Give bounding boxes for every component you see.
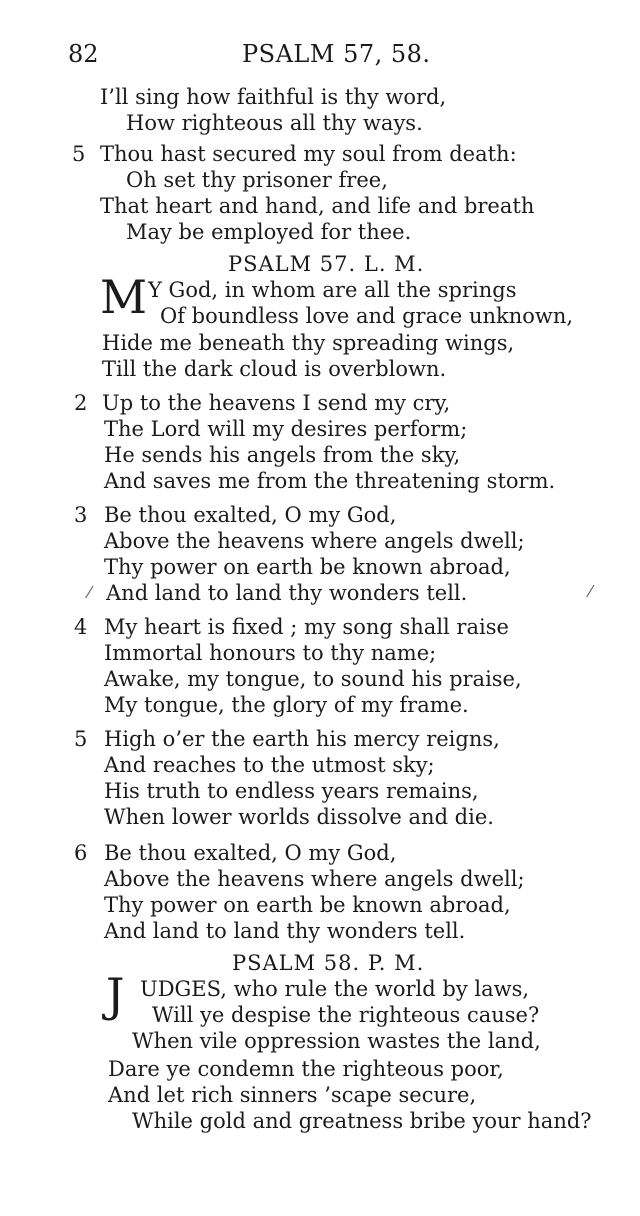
verse-line: He sends his angels from the sky, — [104, 443, 461, 467]
verse-line: And land to land thy wonders tell. — [104, 919, 466, 943]
verse-line: When lower worlds dissolve and die. — [104, 805, 494, 829]
verse-line: Of boundless love and grace unknown, — [160, 304, 574, 328]
verse-line: And reaches to the utmost sky; — [104, 753, 435, 777]
verse-line: Immortal honours to thy name; — [104, 641, 437, 665]
verse-line: Thy power on earth be known abroad, — [104, 555, 511, 579]
verse-line: How righteous all thy ways. — [126, 111, 423, 135]
stanza-number: 2 — [74, 391, 88, 415]
stanza-number: 3 — [74, 503, 88, 527]
verse-line: Awake, my tongue, to sound his praise, — [104, 667, 522, 691]
stanza-number: 5 — [72, 142, 86, 166]
verse-line: And land to land thy wonders tell. — [106, 581, 468, 605]
verse-line: Up to the heavens I send my cry, — [102, 391, 451, 415]
drop-cap: M — [100, 270, 148, 324]
verse-line: Dare ye condemn the righteous poor, — [108, 1057, 504, 1081]
stanza-number: 5 — [74, 727, 88, 751]
psalm-heading: PSALM 57. L. M. — [228, 252, 425, 276]
page-number: 82 — [68, 40, 99, 68]
verse-line: His truth to endless years remains, — [104, 779, 479, 803]
verse-line: Above the heavens where angels dwell; — [104, 867, 525, 891]
ink-mark: ⁄ — [88, 583, 91, 602]
verse-line: May be employed for thee. — [126, 220, 412, 244]
stanza-number: 4 — [74, 615, 88, 639]
verse-line: Thou hast secured my soul from death: — [100, 142, 517, 166]
verse-line: UDGES, who rule the world by laws, — [140, 977, 530, 1001]
verse-line: Oh set thy prisoner free, — [126, 168, 388, 192]
verse-line: Be thou exalted, O my God, — [104, 503, 397, 527]
verse-line: And let rich sinners ’scape secure, — [108, 1083, 477, 1107]
verse-line: Above the heavens where angels dwell; — [104, 529, 525, 553]
verse-line: Thy power on earth be known abroad, — [104, 893, 511, 917]
verse-line: And saves me from the threatening storm. — [104, 469, 556, 493]
stanza-number: 6 — [74, 841, 88, 865]
verse-line: Be thou exalted, O my God, — [104, 841, 397, 865]
ink-mark: ⁄ — [589, 582, 592, 601]
verse-line: High o’er the earth his mercy reigns, — [104, 727, 500, 751]
verse-line: Will ye despise the righteous cause? — [152, 1003, 540, 1027]
psalm-heading: PSALM 58. P. M. — [232, 951, 425, 975]
running-title: PSALM 57, 58. — [242, 40, 431, 68]
verse-line: My tongue, the glory of my frame. — [104, 693, 469, 717]
verse-line: When vile oppression wastes the land, — [132, 1029, 541, 1053]
page-header — [0, 40, 640, 74]
verse-line: My heart is fixed ; my song shall raise — [104, 615, 509, 639]
verse-line: That heart and hand, and life and breath — [100, 194, 535, 218]
verse-line: I’ll sing how faithful is thy word, — [100, 85, 447, 109]
verse-line: The Lord will my desires perform; — [104, 417, 468, 441]
verse-line: Y God, in whom are all the springs — [148, 278, 517, 302]
verse-line: Hide me beneath thy spreading wings, — [102, 331, 515, 355]
verse-line: While gold and greatness bribe your hand? — [132, 1109, 592, 1133]
verse-line: Till the dark cloud is overblown. — [102, 357, 447, 381]
drop-cap: J — [106, 968, 125, 1022]
